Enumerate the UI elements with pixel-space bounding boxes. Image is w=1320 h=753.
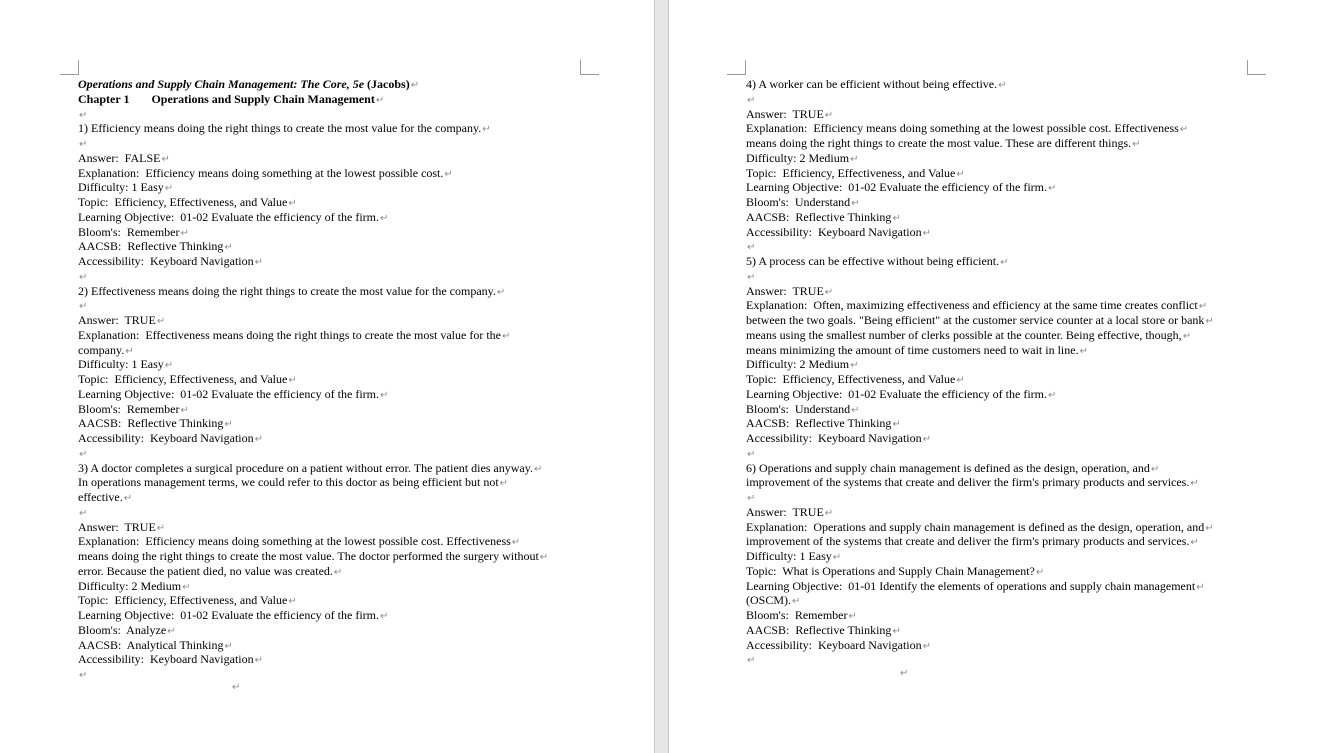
line-text: Answer: TRUE [78,519,156,534]
text-line [78,284,578,299]
text-line [746,549,1246,564]
paragraph-mark-icon: ↵ [380,212,389,224]
paragraph-mark-icon: ↵ [792,596,801,608]
paragraph-mark-icon: ↵ [79,271,88,283]
line-text: Bloom's: Analyze [78,622,167,637]
line-text: Explanation: Operations and supply chain management is defined as the design, operation, and [746,519,1205,534]
line-text: Accessibility: Keyboard Navigation [78,254,254,268]
paragraph-mark-icon: ↵ [164,360,174,372]
text-line [78,505,578,520]
text-line [746,269,1246,284]
line-text: Learning Objective: 01-02 Evaluate the efficiency of the firm. [746,180,1047,195]
paragraph-mark-icon: ↵ [1079,345,1088,357]
text-line [78,534,578,549]
line-text: Accessibility: Keyboard Navigation [78,652,254,667]
line-text: Bloom's: Remember [746,608,848,622]
paragraph-mark-icon: ↵ [747,271,756,283]
paragraph-mark-icon: ↵ [444,168,453,180]
left-body-lines [78,107,578,682]
text-line [78,579,578,594]
paragraph-mark-icon: ↵ [79,448,88,460]
crop-mark-top-right [1247,60,1266,75]
text-line [746,343,1246,358]
line-text: Difficulty: 1 Easy [746,549,832,563]
line-text: 2) Effectiveness means doing the right things to create the most value for the company. [78,283,496,298]
line-text: company. [78,342,125,357]
text-line [746,284,1246,299]
line-text: Learning Objective: 01-02 Evaluate the efficiency of the firm. [78,386,379,401]
text-line [78,387,578,402]
line-text: Answer: TRUE [746,106,824,121]
paragraph-mark-icon: ↵ [156,522,166,534]
text-line [78,343,578,358]
text-line [78,638,578,653]
line-text: 4) A worker can be efficient without being effective. [746,77,998,91]
text-line [746,372,1246,387]
text-line [78,239,578,254]
text-line [78,357,578,372]
paragraph-mark-icon: ↵ [747,655,756,667]
crop-mark-top-left [60,60,79,75]
line-text: Accessibility: Keyboard Navigation [746,224,922,239]
line-text: (OSCM). [746,593,792,608]
paragraph-mark-icon: ↵ [824,109,834,121]
paragraph-mark-icon: ↵ [1179,124,1189,136]
text-line [746,446,1246,461]
text-line [78,180,578,195]
text-line [746,166,1246,181]
crop-mark-top-left [727,60,746,75]
line-text: Accessibility: Keyboard Navigation [746,637,922,652]
line-text: Difficulty: 2 Medium [746,357,850,372]
text-line [746,490,1246,505]
line-text: Learning Objective: 01-02 Evaluate the efficiency of the firm. [746,386,1047,401]
paragraph-mark-icon: ↵ [900,668,909,679]
text-line [746,195,1246,210]
paragraph-mark-icon: ↵ [1205,316,1214,327]
paragraph-mark-icon: ↵ [956,168,965,180]
line-text: Topic: Efficiency, Effectiveness, and Value [746,372,956,386]
text-line [78,475,578,490]
paragraph-mark-icon: ↵ [747,448,756,460]
paragraph-mark-icon: ↵ [288,198,297,209]
paragraph-mark-icon: ↵ [824,507,834,519]
line-text: Answer: TRUE [78,313,156,327]
paragraph-mark-icon: ↵ [410,80,420,91]
text-line [78,313,578,328]
text-line [746,92,1246,107]
line-text: Bloom's: Remember [78,224,180,239]
text-line [746,210,1246,225]
line-text: Topic: What is Operations and Supply Chain Management? [746,563,1035,578]
line-text: Topic: Efficiency, Effectiveness, and Value [746,165,956,180]
line-text: Bloom's: Understand [746,195,851,209]
line-text: means minimizing the amount of time customers need to wait in line. [746,342,1079,357]
paragraph-mark-icon: ↵ [502,330,511,342]
line-text: Answer: TRUE [746,504,824,519]
paragraph-mark-icon: ↵ [375,94,385,106]
paragraph-mark-icon: ↵ [956,375,965,386]
paragraph-mark-icon: ↵ [1190,478,1199,490]
text-line [78,225,578,240]
paragraph-mark-icon: ↵ [1205,522,1214,534]
paragraph-mark-icon: ↵ [533,463,543,475]
paragraph-mark-icon: ↵ [850,360,859,372]
line-text: means doing the right things to create the most value. The doctor performed the surgery without [78,549,539,563]
paragraph-mark-icon: ↵ [892,625,901,637]
text-line [746,402,1246,417]
line-text: Difficulty: 2 Medium [746,150,850,165]
text-line [78,402,578,417]
line-text: Difficulty: 1 Easy [78,357,164,372]
text-line [78,166,578,181]
paragraph-mark-icon: ↵ [499,478,509,490]
line-text: Answer: FALSE [78,150,161,165]
text-line [746,77,1246,92]
line-text: AACSB: Reflective Thinking [78,416,224,431]
text-line [746,505,1246,520]
paragraph-mark-icon: ↵ [832,552,842,563]
paragraph-mark-icon: ↵ [79,670,88,681]
line-text: AACSB: Reflective Thinking [746,416,892,431]
paragraph-mark-icon: ↵ [848,611,857,622]
paragraph-mark-icon: ↵ [1196,581,1205,593]
text-line [746,579,1246,594]
line-text: Difficulty: 1 Easy [78,180,164,195]
line-text: Bloom's: Understand [746,401,851,416]
text-line [78,593,578,608]
line-text: Learning Objective: 01-02 Evaluate the efficiency of the firm. [78,209,379,224]
text-line [746,652,1246,667]
text-line [78,520,578,535]
paragraph-mark-icon: ↵ [167,625,176,637]
text-line [746,180,1246,195]
text-line [78,121,578,136]
line-text: Bloom's: Remember [78,401,180,416]
text-line [746,416,1246,431]
line-text: Accessibility: Keyboard Navigation [746,431,922,445]
text-line [746,520,1246,535]
paragraph-mark-icon: ↵ [79,139,88,150]
line-text: improvement of the systems that create and deliver the firm's primary products and services. [746,534,1190,549]
book-author: (Jacobs) [364,77,410,91]
text-line [746,328,1246,343]
paragraph-mark-icon: ↵ [232,682,241,693]
paragraph-mark-icon: ↵ [380,611,389,622]
paragraph-mark-icon: ↵ [1150,463,1160,475]
paragraph-mark-icon: ↵ [922,227,932,239]
line-text: Topic: Efficiency, Effectiveness, and Value [78,195,288,209]
chapter-heading [78,92,578,107]
paragraph-mark-icon: ↵ [254,257,264,268]
line-text: Accessibility: Keyboard Navigation [78,431,254,445]
paragraph-mark-icon: ↵ [511,537,521,549]
line-text: improvement of the systems that create and deliver the firm's primary products and services. [746,475,1190,490]
text-line [78,431,578,446]
paragraph-mark-icon: ↵ [180,404,189,416]
text-line [746,239,1246,254]
text-line [78,490,578,505]
paragraph-mark-icon: ↵ [224,242,233,254]
text-line [746,638,1246,653]
text-line [746,357,1246,372]
right-page-text[interactable] [746,77,1246,667]
paragraph-mark-icon: ↵ [482,124,491,136]
text-line [746,534,1246,549]
paragraph-mark-icon: ↵ [1132,139,1141,150]
paragraph-mark-icon: ↵ [998,80,1007,91]
paragraph-mark-icon: ↵ [747,242,756,254]
line-text: 3) A doctor completes a surgical procedure on a patient without error. The patient dies anyway. [78,460,533,475]
paragraph-mark-icon: ↵ [254,655,264,667]
paragraph-mark-icon: ↵ [79,507,88,519]
line-text: In operations management terms, we could refer to this doctor as being efficient but not [78,475,499,490]
paragraph-mark-icon: ↵ [1190,537,1199,549]
paragraph-mark-icon: ↵ [851,198,860,209]
paragraph-mark-icon: ↵ [1182,330,1192,342]
paragraph-mark-icon: ↵ [161,153,170,165]
text-line [78,652,578,667]
paragraph-mark-icon: ↵ [892,419,901,431]
paragraph-mark-icon: ↵ [333,566,343,578]
line-text: Explanation: Efficiency means doing something at the lowest possible cost. [78,165,444,180]
text-line [746,623,1246,638]
text-line [78,298,578,313]
text-line [78,210,578,225]
text-line [746,151,1246,166]
paragraph-mark-icon: ↵ [182,581,191,593]
left-page-text[interactable] [78,77,578,682]
text-line [746,313,1246,328]
line-text: Explanation: Efficiency means doing something at the lowest possible cost. Effectiveness [78,534,511,549]
line-text: effective. [78,490,123,504]
text-line [746,593,1246,608]
document-page-left[interactable] [0,0,655,753]
text-line [746,461,1246,476]
paragraph-mark-icon: ↵ [79,109,88,121]
text-line [78,107,578,122]
paragraph-mark-icon: ↵ [224,640,233,652]
text-line [78,667,578,682]
line-text: error. Because the patient died, no value was created. [78,563,333,578]
paragraph-mark-icon: ↵ [123,493,133,504]
line-text: 6) Operations and supply chain management is defined as the design, operation, and [746,460,1150,475]
paragraph-mark-icon: ↵ [1048,389,1057,401]
line-text: Topic: Efficiency, Effectiveness, and Value [78,372,288,386]
line-text: AACSB: Reflective Thinking [746,209,892,224]
text-line [746,564,1246,579]
paragraph-mark-icon: ↵ [254,434,264,445]
text-line [78,416,578,431]
text-line [78,136,578,151]
text-line [78,549,578,564]
book-title-line [78,77,578,92]
paragraph-mark-icon: ↵ [380,389,389,401]
line-text: Answer: TRUE [746,283,824,298]
paragraph-mark-icon: ↵ [922,640,932,652]
text-line [746,431,1246,446]
line-text: AACSB: Reflective Thinking [78,239,224,254]
text-line [746,387,1246,402]
text-line [78,269,578,284]
paragraph-mark-icon: ↵ [850,153,859,165]
text-line [78,151,578,166]
paragraph-mark-icon: ↵ [824,286,834,298]
paragraph-mark-icon: ↵ [747,493,756,504]
line-text: Explanation: Effectiveness means doing the right things to create the most value for the [78,327,501,342]
text-line [78,623,578,638]
text-line [78,608,578,623]
line-text: means doing the right things to create the most value. These are different things. [746,136,1132,150]
line-text: Topic: Efficiency, Effectiveness, and Value [78,593,288,608]
text-line [78,461,578,476]
paragraph-mark-icon: ↵ [1035,566,1045,578]
paragraph-mark-icon: ↵ [288,375,297,386]
crop-mark-top-right [580,60,599,75]
chapter-title: Operations and Supply Chain Management [151,91,375,106]
paragraph-mark-icon: ↵ [156,316,166,327]
paragraph-mark-icon: ↵ [851,404,860,416]
paragraph-mark-icon: ↵ [747,94,756,106]
paragraph-mark-icon: ↵ [180,227,189,239]
text-line [78,195,578,210]
text-line [746,475,1246,490]
text-line [78,372,578,387]
line-text: means using the smallest number of clerks possible at the counter. Being effective, though, [746,327,1182,342]
paragraph-mark-icon: ↵ [539,552,549,563]
paragraph-mark-icon: ↵ [288,596,297,608]
paragraph-mark-icon: ↵ [922,434,932,445]
text-line [746,121,1246,136]
line-text: AACSB: Analytical Thinking [78,637,224,652]
line-text: 5) A process can be effective without being efficient. [746,254,1000,268]
text-line [78,254,578,269]
line-text: Explanation: Efficiency means doing something at the lowest possible cost. Effectiveness [746,121,1179,136]
text-line [746,225,1246,240]
line-text: Learning Objective: 01-02 Evaluate the efficiency of the firm. [78,608,379,622]
line-text: AACSB: Reflective Thinking [746,622,892,637]
paragraph-mark-icon: ↵ [1048,183,1057,195]
chapter-number: Chapter 1 [78,91,130,106]
text-line [746,608,1246,623]
right-body-lines [746,77,1246,667]
paragraph-mark-icon: ↵ [125,345,134,357]
line-text: Learning Objective: 01-01 Identify the elements of operations and supply chain management [746,578,1196,593]
line-text: between the two goals. "Being efficient" at the customer service counter at a local store or bank [746,313,1205,327]
text-line [746,107,1246,122]
text-line [746,298,1246,313]
book-title: Operations and Supply Chain Management: The Core, 5e [78,77,365,91]
paragraph-mark-icon: ↵ [892,212,901,224]
text-line [746,254,1246,269]
document-page-right[interactable] [668,0,1320,753]
line-text: Difficulty: 2 Medium [78,578,182,593]
paragraph-mark-icon: ↵ [1198,301,1208,313]
text-line [78,446,578,461]
paragraph-mark-icon: ↵ [496,286,506,298]
paragraph-mark-icon: ↵ [224,419,233,431]
line-text: 1) Efficiency means doing the right things to create the most value for the company. [78,121,482,136]
text-line [78,564,578,579]
text-line [78,328,578,343]
line-text: Explanation: Often, maximizing effectiveness and efficiency at the same time creates conflict [746,298,1198,313]
paragraph-mark-icon: ↵ [1000,257,1009,268]
paragraph-mark-icon: ↵ [79,301,88,313]
paragraph-mark-icon: ↵ [164,183,174,195]
text-line [746,136,1246,151]
